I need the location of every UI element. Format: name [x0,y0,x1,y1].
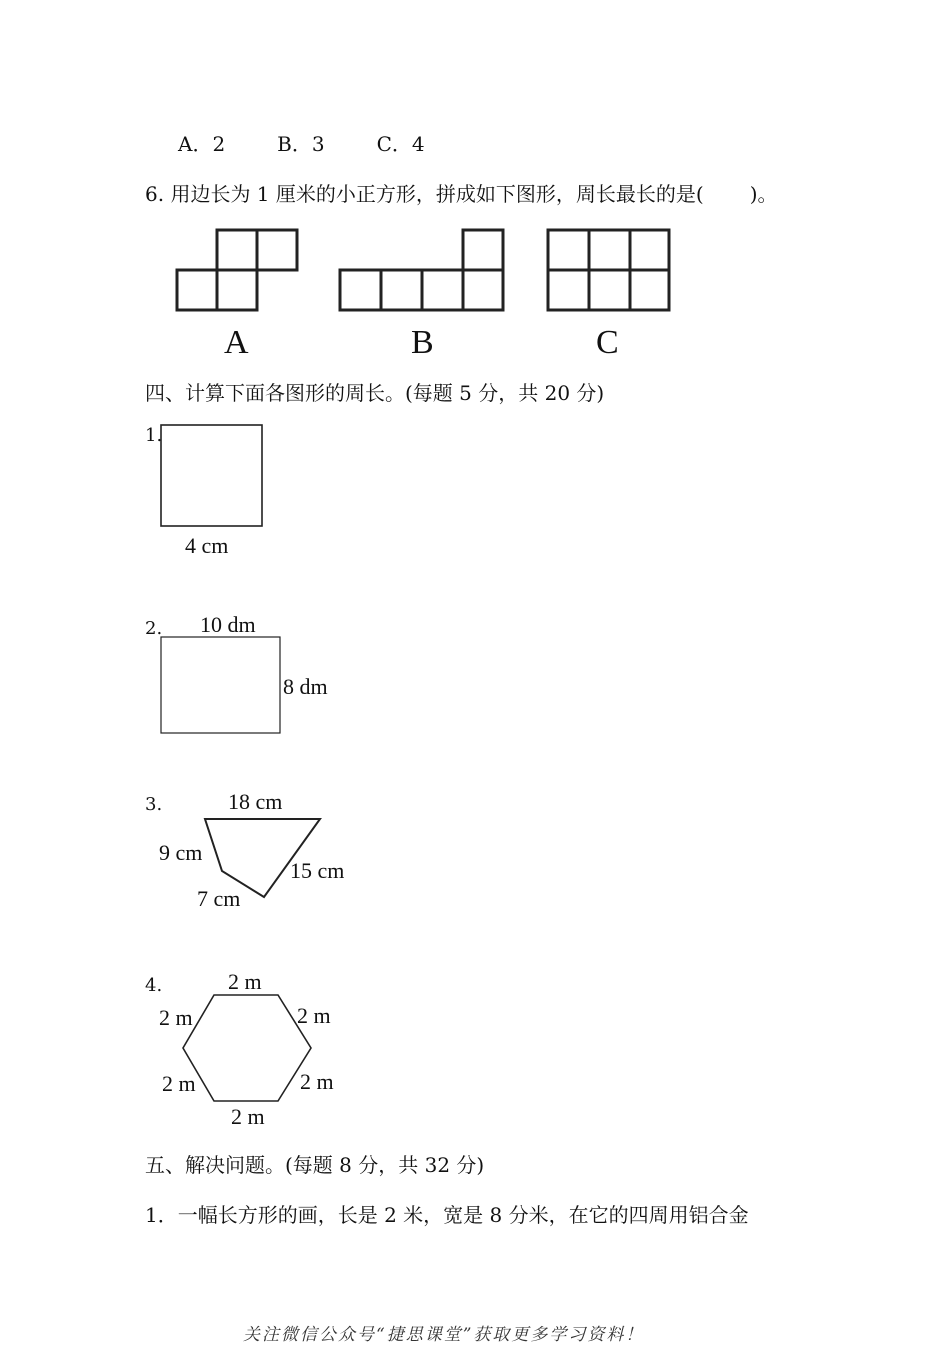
section-5-question-1: 1．一幅长方形的画，长是 2 米，宽是 8 分米，在它的四周用铝合金 [145,1203,749,1227]
figure-c-label: C [596,324,619,361]
figure-a-square [177,270,217,310]
hexagon-upper-right-label: 2 m [297,1003,331,1028]
hexagon-upper-left-label: 2 m [159,1005,193,1030]
figure-b-square [463,270,503,310]
problem-1-number: 1. [145,425,163,446]
option-a: A．2 [178,132,226,156]
figure-c-square [589,270,630,310]
hexagon-top-label: 2 m [228,969,262,994]
hexagon-lower-left-label: 2 m [162,1071,196,1096]
figure-a-square [257,230,297,270]
figure-b-square [381,270,422,310]
problem-3-number: 3. [145,794,163,815]
figure-a-label: A [224,324,249,361]
hexagon-bottom-label: 2 m [231,1104,265,1129]
figure-b-square [422,270,463,310]
section-5-title: 五、解决问题。(每题 8 分，共 32 分) [145,1153,485,1177]
footer-note: 关注微信公众号“捷思课堂”获取更多学习资料！ [243,1325,645,1345]
figure-b-label: B [411,324,434,361]
figure-b-square [340,270,381,310]
quad-bottom-label: 7 cm [197,886,241,911]
q6-figures [170,225,680,320]
q5-options [178,128,477,157]
option-b: B．3 [277,132,325,156]
figure-c-square [630,270,669,310]
hexagon-figure [180,990,315,1110]
figure-b-square [463,230,503,270]
q6-stem: 6. 用边长为 1 厘米的小正方形，拼成如下图形，周长最长的是( [145,182,704,206]
rectangle-right-label: 8 dm [283,674,328,699]
square-side-label: 4 cm [185,533,229,558]
rectangle-figure [160,636,282,735]
hexagon-lower-right-label: 2 m [300,1069,334,1094]
section-4-title: 四、计算下面各图形的周长。(每题 5 分，共 20 分) [145,381,605,405]
figure-c-square [630,230,669,270]
problem-4-number: 4. [145,975,163,996]
figure-c-square [589,230,630,270]
problem-2-number: 2. [145,618,163,639]
figure-a-square [217,270,257,310]
quad-left-label: 9 cm [159,840,203,865]
square-figure [160,424,264,528]
quad-top-label: 18 cm [228,789,283,814]
q6-text [145,178,778,207]
q6-close: )。 [749,182,778,206]
rectangle-top-label: 10 dm [200,612,256,637]
figure-a-square [217,230,257,270]
quad-right-label: 15 cm [290,858,345,883]
figure-c-square [548,270,589,310]
option-c: C．4 [376,132,425,156]
figure-c-square [548,230,589,270]
